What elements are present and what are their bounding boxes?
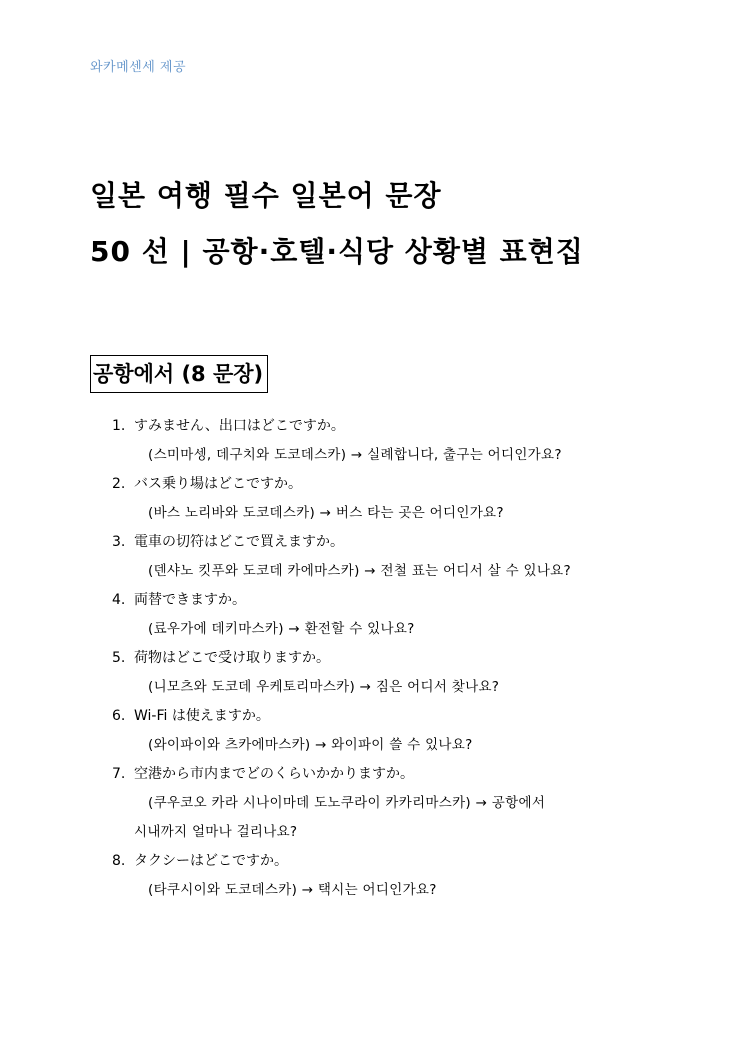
korean-translation: (타쿠시이와 도코데스카) → 택시는 어디인가요?	[148, 882, 437, 898]
phrase-number: 6.	[112, 708, 126, 724]
japanese-phrase	[112, 412, 712, 441]
japanese-text: バス乗り場はどこですか。	[134, 476, 302, 492]
korean-translation: (료우가에 데키마스카) → 환전할 수 있나요?	[148, 621, 415, 637]
phrase-item	[112, 847, 712, 905]
document-title	[90, 168, 690, 280]
phrase-item	[112, 702, 712, 760]
korean-translation-continued: 시내까지 얼마나 걸리나요?	[134, 824, 298, 840]
phrase-item	[112, 528, 712, 586]
japanese-phrase	[112, 528, 712, 557]
title-line-2: 50 선 | 공항·호텔·식당 상황별 표현집	[90, 235, 584, 268]
japanese-text: 荷物はどこで受け取りますか。	[134, 650, 330, 666]
japanese-text: すみません、出口はどこですか。	[134, 418, 345, 434]
phrase-item	[112, 412, 712, 470]
phrase-number: 7.	[112, 766, 126, 782]
japanese-text: 空港から市内までどのくらいかかりますか。	[134, 766, 414, 782]
japanese-text: 両替できますか。	[134, 592, 246, 608]
phrase-number: 5.	[112, 650, 126, 666]
japanese-phrase	[112, 586, 712, 615]
phrase-item	[112, 586, 712, 644]
phrase-number: 3.	[112, 534, 126, 550]
japanese-text: タクシーはどこですか。	[134, 853, 288, 869]
korean-translation: (쿠우코오 카라 시나이마데 도노쿠라이 카카리마스카) → 공항에서	[148, 795, 546, 811]
phrase-number: 1.	[112, 418, 126, 434]
phrase-list	[112, 412, 712, 905]
title-line-1: 일본 여행 필수 일본어 문장	[90, 179, 442, 212]
phrase-item	[112, 470, 712, 528]
japanese-text: 電車の切符はどこで買えますか。	[134, 534, 344, 550]
japanese-phrase	[112, 644, 712, 673]
phrase-number: 2.	[112, 476, 126, 492]
phrase-item	[112, 644, 712, 702]
header-credit: 와카메센세 제공	[90, 60, 187, 75]
korean-translation: (와이파이와 츠카에마스카) → 와이파이 쓸 수 있나요?	[148, 737, 473, 753]
korean-translation: (바스 노리바와 도코데스카) → 버스 타는 곳은 어디인가요?	[148, 505, 504, 521]
phrase-number: 4.	[112, 592, 126, 608]
phrase-number: 8.	[112, 853, 126, 869]
korean-translation: (스미마셍, 데구치와 도코데스카) → 실례합니다, 출구는 어디인가요?	[148, 447, 562, 463]
japanese-text: Wi-Fi は使えますか。	[134, 708, 270, 724]
phrase-item	[112, 760, 712, 847]
japanese-phrase	[112, 702, 712, 731]
japanese-phrase	[112, 847, 712, 876]
japanese-phrase	[112, 470, 712, 499]
section-heading-airport: 공항에서 (8 문장)	[90, 355, 268, 393]
japanese-phrase	[112, 760, 712, 789]
korean-translation: (덴샤노 킷푸와 도코데 카에마스카) → 전철 표는 어디서 살 수 있나요?	[148, 563, 571, 579]
korean-translation: (니모츠와 도코데 우케토리마스카) → 짐은 어디서 찾나요?	[148, 679, 500, 695]
